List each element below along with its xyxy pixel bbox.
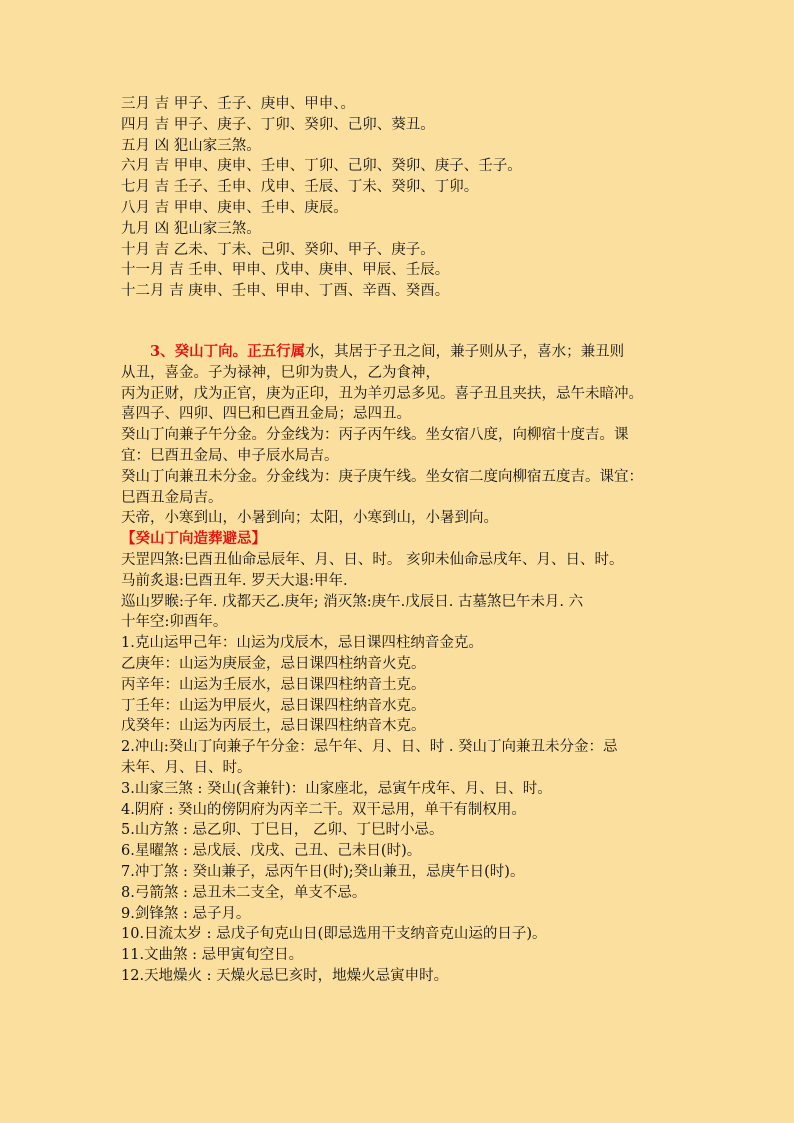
month-list bbox=[121, 94, 677, 302]
section-heading bbox=[121, 342, 677, 363]
month-line: 六月 吉 甲申、庚申、壬申、丁卯、己卯、癸卯、庚子、壬子。 bbox=[121, 158, 522, 175]
paragraph-line: 天帝，小寒到山，小暑到向；太阳，小寒到山，小暑到向。 bbox=[121, 510, 498, 527]
taboo-line: 丙辛年：山运为壬辰水，忌日课四柱纳音土克。 bbox=[121, 676, 426, 693]
taboo-line: 未年、月、日、时。 bbox=[121, 759, 252, 776]
taboo-line: 4.阴府 : 癸山的傍阴府为丙辛二干。双干忌用，单干有制权用。 bbox=[121, 801, 526, 818]
section-title: 3、癸山丁向。正五行属 bbox=[150, 343, 306, 360]
taboo-line: 7.冲丁煞 : 癸山兼子，忌丙午日(时);癸山兼丑，忌庚午日(时)。 bbox=[121, 863, 525, 880]
taboo-line: 2.冲山:癸山丁向兼子午分金：忌午年、月、日、时 . 癸山丁向兼丑未分金：忌 bbox=[121, 739, 618, 756]
paragraph-line: 癸山丁向兼丑未分金。分金线为：庚子庚午线。坐女宿二度向柳宿五度吉。课宜： bbox=[121, 468, 643, 485]
month-line: 十二月 吉 庚申、壬申、甲申、丁酉、辛酉、癸酉。 bbox=[121, 283, 450, 300]
taboo-line: 3.山家三煞 : 癸山(含兼针)：山家座北，忌寅午戌年、月、日、时。 bbox=[121, 780, 552, 797]
month-line: 十月 吉 乙未、丁未、己卯、癸卯、甲子、庚子。 bbox=[121, 241, 435, 258]
month-line: 五月 凶 犯山家三煞。 bbox=[121, 137, 261, 154]
taboo-line: 9.剑锋煞 : 忌子月。 bbox=[121, 905, 251, 922]
taboo-line: 10.日流太岁 : 忌戊子旬克山日(即忌选用干支纳音克山运的日子)。 bbox=[121, 926, 547, 943]
section-gui-shan bbox=[121, 342, 677, 987]
paragraph-line: 喜四子、四卯、四巳和巳酉丑金局；忌四丑。 bbox=[121, 406, 411, 423]
paragraph-line: 丙为正财，戊为正官，庚为正印，丑为羊刃忌多见。喜子丑且夹扶，忌午未暗冲。 bbox=[121, 385, 643, 402]
taboo-line: 6.星曜煞 : 忌戊辰、戊戌、己丑、己未日(时)。 bbox=[121, 843, 422, 860]
taboo-line: 戊癸年：山运为丙辰土，忌日课四柱纳音木克。 bbox=[121, 718, 426, 735]
month-line: 八月 吉 甲申、庚申、壬申、庚辰。 bbox=[121, 199, 348, 216]
paragraph-line: 巳酉丑金局吉。 bbox=[121, 489, 223, 506]
taboo-line: 8.弓箭煞 : 忌丑未二支全，单支不忌。 bbox=[121, 884, 367, 901]
taboo-line: 丁壬年：山运为甲辰火，忌日课四柱纳音水克。 bbox=[121, 697, 426, 714]
subheading: 【癸山丁向造葬避忌】 bbox=[121, 530, 266, 548]
section-intro: 水，其居于子丑之间，兼子则从子，喜水；兼丑则 bbox=[305, 344, 625, 360]
month-line: 七月 吉 壬子、壬申、戊申、壬辰、丁未、癸卯、丁卯。 bbox=[121, 179, 479, 196]
paragraph-line: 宜：巳酉丑金局、申子辰水局吉。 bbox=[121, 447, 339, 464]
taboo-line: 1.克山运甲己年：山运为戊辰木，忌日课四柱纳音金克。 bbox=[121, 635, 483, 652]
paragraph-line: 癸山丁向兼子午分金。分金线为：丙子丙午线。坐女宿八度，向柳宿十度吉。课 bbox=[121, 427, 629, 444]
month-line: 九月 凶 犯山家三煞。 bbox=[121, 220, 261, 237]
taboo-line: 12.天地燥火 : 天燥火忌巳亥时，地燥火忌寅申时。 bbox=[121, 967, 449, 984]
paragraph-line: 从丑，喜金。子为禄神，巳卯为贵人，乙为食神， bbox=[121, 364, 440, 381]
month-line: 十一月 吉 壬申、甲申、戊申、庚申、甲辰、壬辰。 bbox=[121, 262, 450, 279]
month-line: 四月 吉 甲子、庚子、丁卯、癸卯、己卯、葵丑。 bbox=[121, 116, 435, 133]
taboo-line: 11.文曲煞 : 忌甲寅旬空日。 bbox=[121, 947, 304, 964]
taboo-line: 十年空:卯酉年。 bbox=[121, 614, 228, 631]
taboo-line: 马前炙退:巳酉丑年. 罗天大退:甲年. bbox=[121, 572, 348, 589]
taboo-line: 巡山罗睺:子年. 戊都天乙.庚年; 消灭煞:庚午.戊辰日. 古墓煞巳午未月. 六 bbox=[121, 593, 584, 610]
month-line: 三月 吉 甲子、壬子、庚申、甲申、。 bbox=[121, 96, 355, 112]
taboo-line: 乙庚年：山运为庚辰金，忌日课四柱纳音火克。 bbox=[121, 655, 426, 672]
taboo-line: 天罡四煞:巳酉丑仙命忌辰年、月、日、时。 亥卯未仙命忌戌年、月、日、时。 bbox=[121, 551, 624, 568]
taboo-line: 5.山方煞 : 忌乙卯、丁巳日， 乙卯、丁巳时小忌。 bbox=[121, 822, 444, 839]
